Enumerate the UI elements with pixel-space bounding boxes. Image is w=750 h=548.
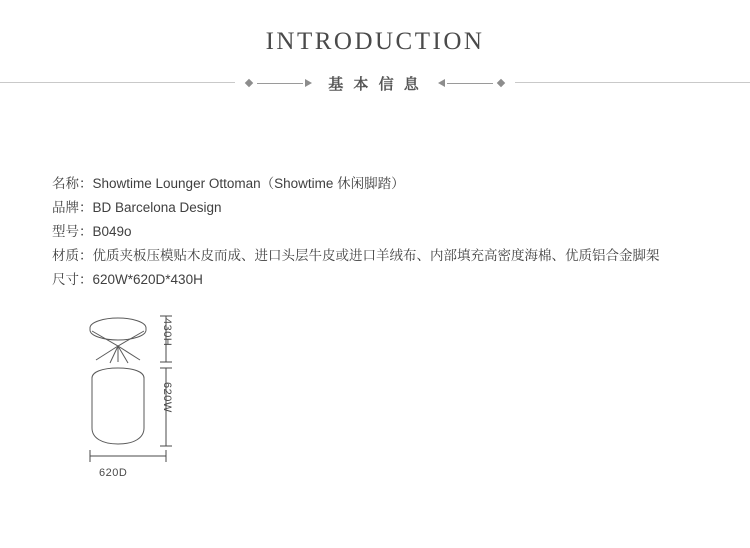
- spec-material: 材质：优质夹板压模贴木皮而成、进口头层牛皮或进口羊绒布、内部填充高密度海棉、优质铝合金脚架: [52, 248, 660, 263]
- diamond-icon: [497, 79, 505, 87]
- arrow-left-icon: [438, 79, 445, 87]
- header-divider: [0, 66, 750, 100]
- ornament-left: [235, 79, 318, 87]
- header-subtitle: 基 本 信 息: [318, 73, 432, 94]
- spec-list: [52, 172, 712, 292]
- ornament-right: [432, 79, 515, 87]
- spec-model: 型号：B049o: [52, 224, 132, 239]
- diamond-icon: [245, 79, 253, 87]
- dimension-depth-label: 620D: [99, 467, 128, 479]
- arrow-right-icon: [305, 79, 312, 87]
- rule-icon: [257, 83, 303, 84]
- spec-name: 名称：Showtime Lounger Ottoman（Showtime 休闲脚踏）: [52, 176, 405, 191]
- dimension-height-label: 430H: [161, 318, 173, 347]
- spec-brand: 品牌：BD Barcelona Design: [52, 200, 222, 215]
- technical-drawing: [70, 300, 330, 500]
- header-subtitle-group: [0, 66, 750, 100]
- page-title: INTRODUCTION: [265, 28, 485, 55]
- dimension-width-label: 620W: [161, 382, 173, 413]
- spec-dimensions: 尺寸：620W*620D*430H: [52, 272, 203, 287]
- rule-icon: [447, 83, 493, 84]
- page-header: [0, 0, 750, 100]
